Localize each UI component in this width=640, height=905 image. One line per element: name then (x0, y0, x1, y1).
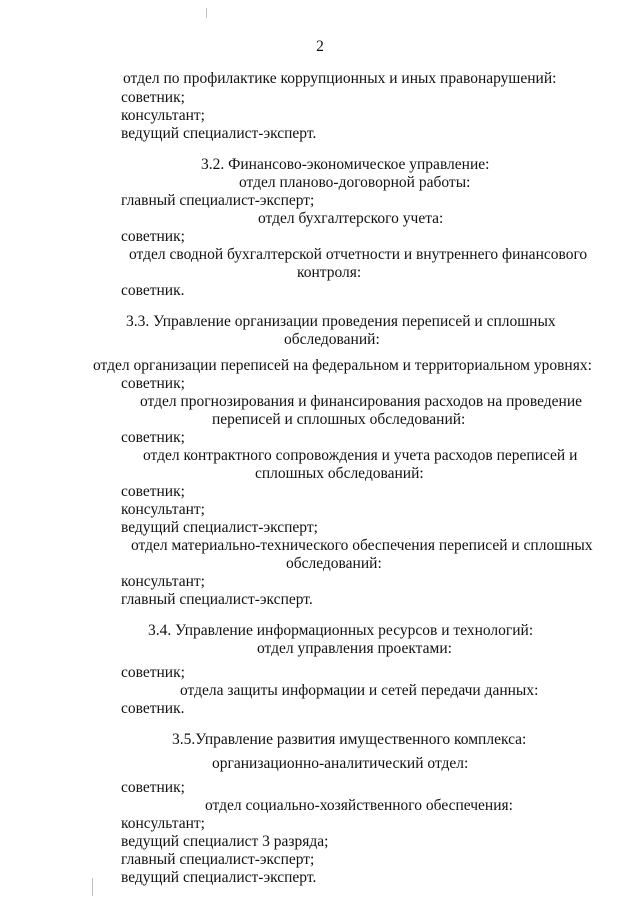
department-heading: отдела защиты информации и сетей передачи данных: (180, 682, 539, 699)
text-line: консультант; (121, 815, 205, 832)
text-line: советник; (121, 779, 185, 796)
text-line: отдел по профилактике коррупционных и иных правонарушений: (123, 70, 557, 87)
text-line: ведущий специалист-эксперт. (121, 869, 317, 886)
section-heading: 3.5.Управление развития имущественного комплекса: (172, 731, 527, 748)
department-heading: отдел прогнозирования и финансирования расходов на проведение (140, 393, 583, 410)
text-line: главный специалист-эксперт; (121, 851, 315, 868)
department-heading: отдел бухгалтерского учета: (258, 210, 444, 227)
text-line: советник; (121, 664, 185, 681)
scan-mark-bottom (92, 878, 93, 896)
text-line: советник; (121, 429, 185, 446)
text-line: советник; (121, 89, 185, 106)
text-line: советник. (121, 282, 185, 299)
text-line: советник; (121, 375, 185, 392)
section-heading: 3.2. Финансово-экономическое управление: (201, 156, 490, 173)
department-heading: обследований: (286, 555, 382, 572)
department-heading: переписей и сплошных обследований: (212, 411, 466, 428)
text-line: главный специалист-эксперт; (121, 192, 315, 209)
scan-mark-top (206, 8, 207, 18)
text-line: ведущий специалист 3 разряда; (121, 833, 329, 850)
text-line: ведущий специалист-эксперт; (121, 519, 318, 536)
department-heading: отдел социально-хозяйственного обеспечения: (205, 797, 513, 814)
department-heading: отдел управления проектами: (257, 640, 452, 657)
text-line: советник; (121, 483, 185, 500)
section-heading: 3.3. Управление организации проведения переписей и сплошных (126, 313, 556, 330)
text-line: консультант; (121, 107, 205, 124)
section-heading: 3.4. Управление информационных ресурсов и технологий: (148, 622, 534, 639)
department-heading: контроля: (297, 264, 362, 281)
text-line: консультант; (121, 573, 205, 590)
department-heading: отдел контрактного сопровождения и учета расходов переписей и (143, 447, 578, 464)
text-line: советник. (121, 700, 185, 717)
text-line: консультант; (121, 501, 205, 518)
text-line: советник; (121, 228, 185, 245)
section-heading: обследований: (284, 331, 380, 348)
text-line: ведущий специалист-эксперт. (121, 125, 317, 142)
department-heading: отдел планово-договорной работы: (239, 174, 471, 191)
text-line: главный специалист-эксперт. (121, 591, 313, 608)
department-heading: сплошных обследований: (255, 465, 424, 482)
page-number: 2 (316, 38, 324, 55)
department-heading: отдел материально-технического обеспечения переписей и сплошных (131, 537, 593, 554)
department-heading: отдел организации переписей на федеральном и территориальном уровнях: (93, 357, 592, 374)
department-heading: отдел сводной бухгалтерской отчетности и внутреннего финансового (129, 246, 588, 263)
department-heading: организационно-аналитический отдел: (212, 755, 469, 772)
